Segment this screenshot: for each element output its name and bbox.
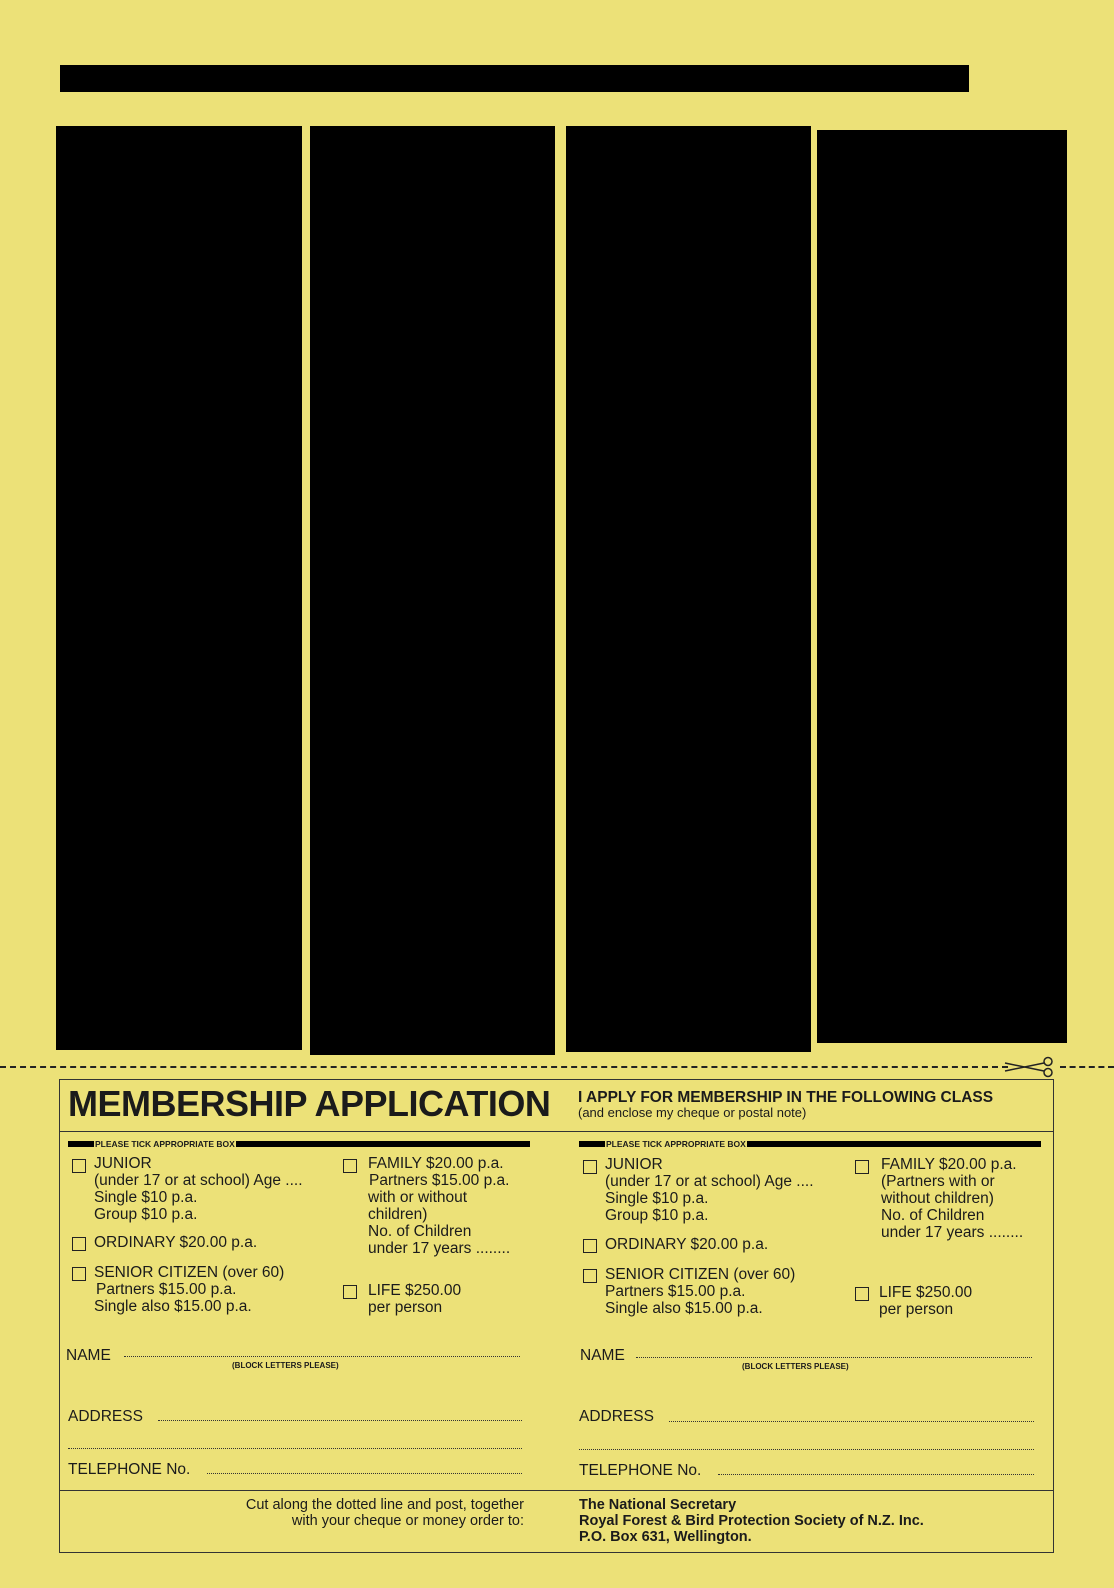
senior-checkbox[interactable] xyxy=(72,1267,86,1281)
junior-detail-age: (under 17 or at school) Age .... xyxy=(94,1172,303,1189)
family-detail-under-right: under 17 years ........ xyxy=(881,1224,1024,1241)
life-detail-right: per person xyxy=(879,1301,954,1318)
senior-detail-single: Single also $15.00 p.a. xyxy=(94,1298,252,1315)
junior-detail-group-right: Group $10 p.a. xyxy=(605,1207,709,1224)
form-divider-top xyxy=(59,1131,1054,1132)
family-detail-partners-right: (Partners with or xyxy=(881,1173,995,1190)
form-divider-bottom xyxy=(59,1490,1054,1491)
scissors-icon xyxy=(1003,1056,1059,1078)
family-label-right: FAMILY $20.00 p.a. xyxy=(881,1156,1017,1173)
senior-label: SENIOR CITIZEN (over 60) xyxy=(94,1264,285,1281)
junior-checkbox-right[interactable] xyxy=(583,1160,597,1174)
name-field-right[interactable] xyxy=(636,1357,1032,1358)
address-field-line-2[interactable] xyxy=(68,1448,522,1449)
address-field-right[interactable] xyxy=(669,1421,1034,1422)
family-detail-without-right: without children) xyxy=(881,1190,994,1207)
family-detail-partners: Partners $15.00 p.a. xyxy=(369,1172,510,1189)
family-detail-under: under 17 years ........ xyxy=(368,1240,511,1257)
life-detail: per person xyxy=(368,1299,443,1316)
senior-detail-partners: Partners $15.00 p.a. xyxy=(96,1281,237,1298)
family-detail-children: children) xyxy=(368,1206,428,1223)
redacted-column-4 xyxy=(817,130,1067,1043)
family-label: FAMILY $20.00 p.a. xyxy=(368,1155,504,1172)
senior-label-right: SENIOR CITIZEN (over 60) xyxy=(605,1266,796,1283)
apply-subheading: (and enclose my cheque or postal note) xyxy=(578,1105,807,1120)
postal-address-line-3: P.O. Box 631, Wellington. xyxy=(579,1529,752,1545)
senior-checkbox-right[interactable] xyxy=(583,1269,597,1283)
junior-detail-single-right: Single $10 p.a. xyxy=(605,1190,709,1207)
tick-label-left: PLEASE TICK APPROPRIATE BOX xyxy=(95,1139,235,1149)
block-letters-note-right: (BLOCK LETTERS PLEASE) xyxy=(742,1362,849,1371)
junior-detail-group: Group $10 p.a. xyxy=(94,1206,198,1223)
cut-line xyxy=(0,1066,1008,1068)
junior-label: JUNIOR xyxy=(94,1155,152,1172)
ordinary-label: ORDINARY $20.00 p.a. xyxy=(94,1234,258,1251)
family-detail-count-right: No. of Children xyxy=(881,1207,985,1224)
apply-heading: I APPLY FOR MEMBERSHIP IN THE FOLLOWING CLASS xyxy=(578,1089,994,1106)
postal-address-line-2: Royal Forest & Bird Protection Society of N.Z. Inc. xyxy=(579,1513,924,1529)
cut-line-end xyxy=(1060,1066,1114,1068)
senior-detail-partners-right: Partners $15.00 p.a. xyxy=(605,1283,746,1300)
name-label: NAME xyxy=(66,1347,111,1364)
redacted-header-bar xyxy=(60,65,969,92)
cut-instruction-line-1: Cut along the dotted line and post, together xyxy=(245,1497,524,1513)
junior-detail-age-right: (under 17 or at school) Age .... xyxy=(605,1173,814,1190)
life-checkbox-right[interactable] xyxy=(855,1287,869,1301)
life-label: LIFE $250.00 xyxy=(368,1282,462,1299)
name-label-right: NAME xyxy=(580,1347,625,1364)
junior-label-right: JUNIOR xyxy=(605,1156,663,1173)
name-field[interactable] xyxy=(124,1356,520,1357)
family-checkbox-right[interactable] xyxy=(855,1160,869,1174)
telephone-field-right[interactable] xyxy=(718,1474,1034,1475)
postal-address-line-1: The National Secretary xyxy=(579,1497,737,1513)
redacted-column-3 xyxy=(566,126,811,1052)
postal-address xyxy=(579,1497,924,1545)
tick-label-right: PLEASE TICK APPROPRIATE BOX xyxy=(606,1139,746,1149)
ordinary-label-right: ORDINARY $20.00 p.a. xyxy=(605,1236,769,1253)
family-detail-count: No. of Children xyxy=(368,1223,472,1240)
family-detail-with: with or without xyxy=(368,1189,468,1206)
cut-instruction-line-2: with your cheque or money order to: xyxy=(291,1513,524,1529)
life-label-right: LIFE $250.00 xyxy=(879,1284,973,1301)
junior-checkbox[interactable] xyxy=(72,1159,86,1173)
cut-instruction xyxy=(246,1497,524,1529)
life-checkbox[interactable] xyxy=(343,1285,357,1299)
telephone-label-right: TELEPHONE No. xyxy=(579,1462,702,1479)
ordinary-checkbox-right[interactable] xyxy=(583,1239,597,1253)
ordinary-checkbox[interactable] xyxy=(72,1237,86,1251)
address-label-right: ADDRESS xyxy=(579,1408,654,1425)
redacted-column-2 xyxy=(310,126,555,1055)
family-checkbox[interactable] xyxy=(343,1159,357,1173)
form-title: MEMBERSHIP APPLICATION xyxy=(68,1083,551,1124)
address-label: ADDRESS xyxy=(68,1408,143,1425)
telephone-label: TELEPHONE No. xyxy=(68,1461,191,1478)
block-letters-note: (BLOCK LETTERS PLEASE) xyxy=(232,1361,339,1370)
telephone-field[interactable] xyxy=(207,1473,522,1474)
senior-detail-single-right: Single also $15.00 p.a. xyxy=(605,1300,763,1317)
junior-detail-single: Single $10 p.a. xyxy=(94,1189,198,1206)
address-field-line-2-right[interactable] xyxy=(579,1449,1034,1450)
address-field[interactable] xyxy=(158,1420,522,1421)
redacted-column-1 xyxy=(56,126,302,1050)
